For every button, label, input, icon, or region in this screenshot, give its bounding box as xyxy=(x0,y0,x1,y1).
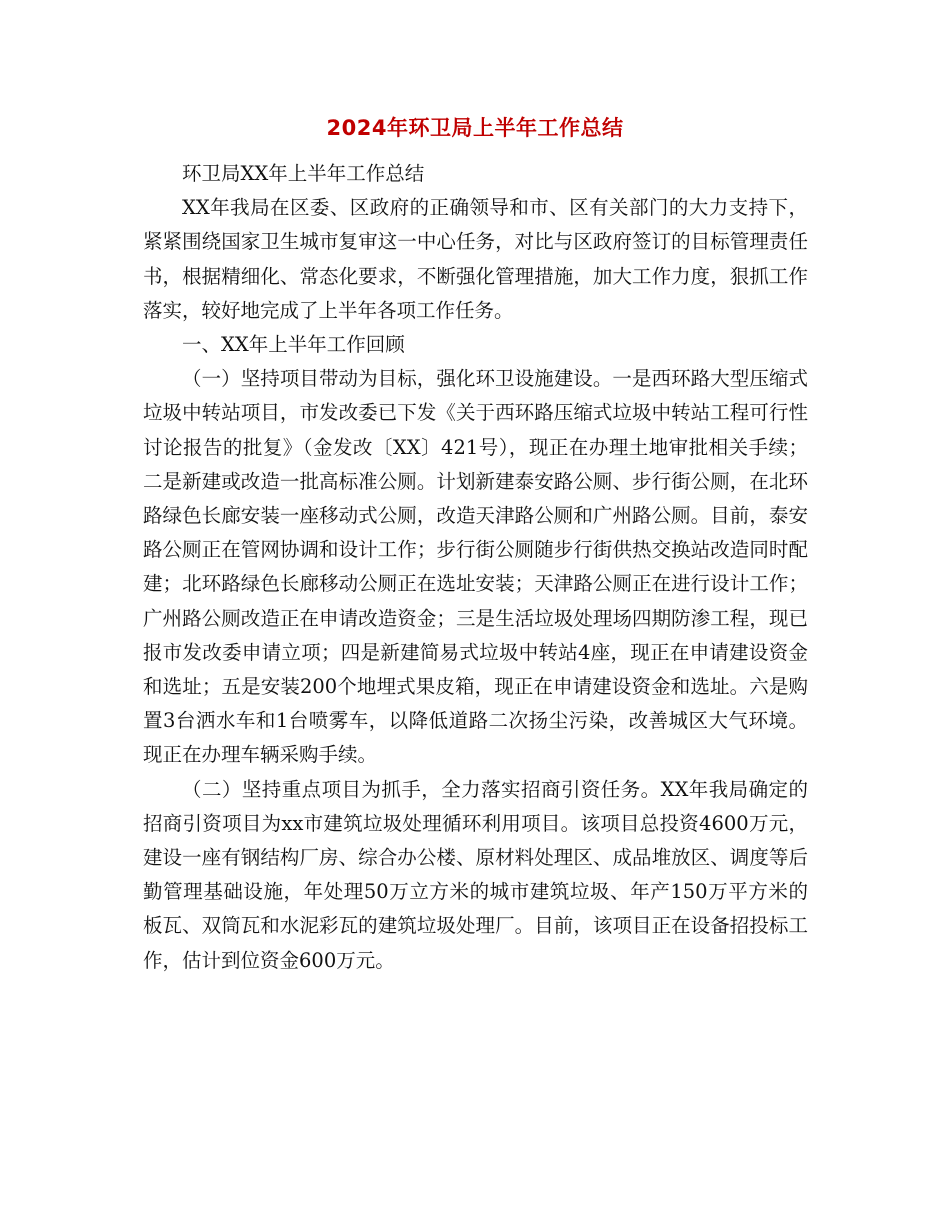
document-body xyxy=(143,157,808,978)
paragraph-subtitle: 环卫局XX年上半年工作总结 xyxy=(182,162,425,185)
section-heading: 一、XX年上半年工作回顾 xyxy=(182,333,405,357)
document-title: 2024年环卫局上半年工作总结 xyxy=(326,116,624,140)
paragraph-investment: （二）坚持重点项目为抓手，全力落实招商引资任务。XX年我局确定的招商引资项目为xx市建筑垃圾处理循环利用项目。该项目总投资4600万元，建设一座有钢结构厂房、综合办公楼、原材料处理区、成品堆放区、调度等后勤管理基础设施，年处理50万立方米的城市建筑垃圾、年产150万平方米的板瓦、双筒瓦和水泥彩瓦的建筑垃圾处理厂。目前，该项目正在设备招投标工作，估计到位资金600万元。 xyxy=(143,777,808,972)
paragraph-facilities: （一）坚持项目带动为目标，强化环卫设施建设。一是西环路大型压缩式垃圾中转站项目，市发改委已下发《关于西环路压缩式垃圾中转站工程可行性讨论报告的批复》（金发改〔XX〕421号），现正在办理土地审批相关手续；二是新建或改造一批高标准公厕。计划新建泰安路公厕、步行街公厕，在北环路绿色长廊安装一座移动式公厕，改造天津路公厕和广州路公厕。目前，泰安路公厕正在管网协调和设计工作；步行街公厕随步行街供热交换站改造同时配建；北环路绿色长廊移动公厕正在选址安装；天津路公厕正在进行设计工作；广州路公厕改造正在申请改造资金；三是生活垃圾处理场四期防渗工程，现已报市发改委申请立项；四是新建简易式垃圾中转站4座，现正在申请建设资金和选址；五是安装200个地埋式果皮箱，现正在申请建设资金和选址。六是购置3台洒水车和1台喷雾车，以降低道路二次扬尘污染，改善城区大气环境。现正在办理车辆采购手续。 xyxy=(143,367,808,767)
paragraph-intro: XX年我局在区委、区政府的正确领导和市、区有关部门的大力支持下，紧紧围绕国家卫生城市复审这一中心任务，对比与区政府签订的目标管理责任书，根据精细化、常态化要求，不断强化管理措施，加大工作力度，狠抓工作落实，较好地完成了上半年各项工作任务。 xyxy=(143,196,808,322)
